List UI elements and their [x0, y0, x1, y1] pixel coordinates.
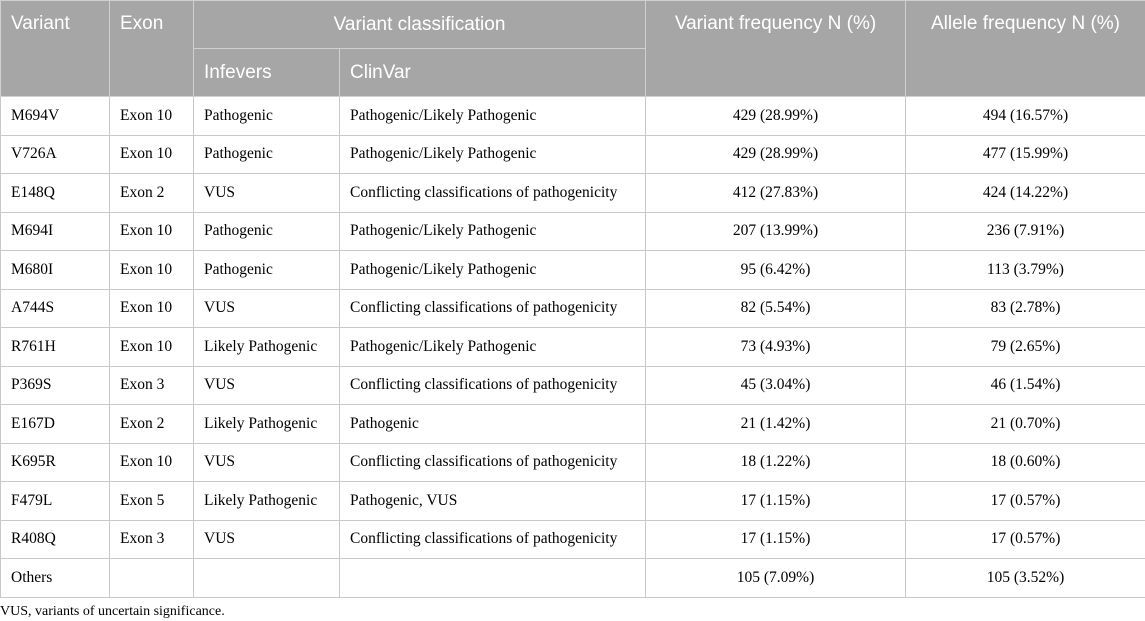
cell-variant: K695R	[1, 443, 110, 482]
cell-allele-frequency: 17 (0.57%)	[906, 482, 1145, 521]
cell-exon: Exon 10	[110, 251, 194, 290]
header-variant-classification: Variant classification	[194, 1, 646, 49]
cell-allele-frequency: 79 (2.65%)	[906, 328, 1145, 367]
cell-variant: Others	[1, 559, 110, 598]
cell-exon: Exon 2	[110, 405, 194, 444]
table-row	[1, 405, 1145, 444]
cell-variant: M694V	[1, 97, 110, 136]
table-row	[1, 97, 1145, 136]
table-row	[1, 251, 1145, 290]
table-row	[1, 443, 1145, 482]
cell-variant-frequency: 105 (7.09%)	[646, 559, 906, 598]
cell-infevers: Pathogenic	[194, 135, 340, 174]
cell-allele-frequency: 494 (16.57%)	[906, 97, 1145, 136]
header-allele-frequency: Allele frequency N (%)	[906, 1, 1145, 97]
cell-clinvar: Pathogenic, VUS	[340, 482, 646, 521]
cell-exon: Exon 3	[110, 520, 194, 559]
header-variant: Variant	[1, 1, 110, 97]
cell-variant: E167D	[1, 405, 110, 444]
cell-variant-frequency: 412 (27.83%)	[646, 174, 906, 213]
cell-allele-frequency: 46 (1.54%)	[906, 366, 1145, 405]
cell-variant: E148Q	[1, 174, 110, 213]
cell-allele-frequency: 424 (14.22%)	[906, 174, 1145, 213]
table-row	[1, 482, 1145, 521]
cell-exon: Exon 10	[110, 289, 194, 328]
cell-exon: Exon 2	[110, 174, 194, 213]
cell-variant-frequency: 17 (1.15%)	[646, 482, 906, 521]
cell-exon: Exon 10	[110, 443, 194, 482]
cell-exon: Exon 10	[110, 328, 194, 367]
cell-infevers: VUS	[194, 174, 340, 213]
cell-infevers: Likely Pathogenic	[194, 482, 340, 521]
cell-clinvar	[340, 559, 646, 598]
table-body	[1, 97, 1145, 598]
cell-allele-frequency: 18 (0.60%)	[906, 443, 1145, 482]
cell-clinvar: Conflicting classifications of pathogenicity	[340, 366, 646, 405]
cell-exon: Exon 10	[110, 135, 194, 174]
cell-infevers: Pathogenic	[194, 97, 340, 136]
cell-infevers: VUS	[194, 520, 340, 559]
cell-variant-frequency: 17 (1.15%)	[646, 520, 906, 559]
cell-variant-frequency: 207 (13.99%)	[646, 212, 906, 251]
cell-clinvar: Conflicting classifications of pathogenicity	[340, 174, 646, 213]
cell-variant: F479L	[1, 482, 110, 521]
cell-infevers	[194, 559, 340, 598]
cell-variant: M694I	[1, 212, 110, 251]
cell-exon: Exon 10	[110, 97, 194, 136]
cell-clinvar: Pathogenic/Likely Pathogenic	[340, 328, 646, 367]
cell-clinvar: Pathogenic/Likely Pathogenic	[340, 135, 646, 174]
cell-clinvar: Pathogenic/Likely Pathogenic	[340, 212, 646, 251]
cell-exon: Exon 5	[110, 482, 194, 521]
cell-exon	[110, 559, 194, 598]
header-exon: Exon	[110, 1, 194, 97]
table-row	[1, 135, 1145, 174]
table-row	[1, 366, 1145, 405]
header-infevers: Infevers	[194, 49, 340, 97]
table-row	[1, 289, 1145, 328]
cell-variant-frequency: 73 (4.93%)	[646, 328, 906, 367]
cell-infevers: Likely Pathogenic	[194, 328, 340, 367]
cell-allele-frequency: 105 (3.52%)	[906, 559, 1145, 598]
cell-infevers: VUS	[194, 443, 340, 482]
cell-infevers: Pathogenic	[194, 251, 340, 290]
cell-allele-frequency: 236 (7.91%)	[906, 212, 1145, 251]
cell-allele-frequency: 21 (0.70%)	[906, 405, 1145, 444]
cell-infevers: VUS	[194, 289, 340, 328]
cell-clinvar: Pathogenic/Likely Pathogenic	[340, 97, 646, 136]
cell-clinvar: Conflicting classifications of pathogenicity	[340, 289, 646, 328]
cell-variant: V726A	[1, 135, 110, 174]
cell-variant-frequency: 429 (28.99%)	[646, 135, 906, 174]
table-header	[1, 1, 1145, 97]
table-row	[1, 174, 1145, 213]
cell-variant-frequency: 95 (6.42%)	[646, 251, 906, 290]
cell-infevers: Pathogenic	[194, 212, 340, 251]
cell-clinvar: Conflicting classifications of pathogenicity	[340, 443, 646, 482]
cell-infevers: VUS	[194, 366, 340, 405]
cell-variant: P369S	[1, 366, 110, 405]
header-clinvar: ClinVar	[340, 49, 646, 97]
cell-clinvar: Conflicting classifications of pathogenicity	[340, 520, 646, 559]
table-row	[1, 559, 1145, 598]
cell-exon: Exon 10	[110, 212, 194, 251]
cell-variant-frequency: 21 (1.42%)	[646, 405, 906, 444]
cell-variant-frequency: 82 (5.54%)	[646, 289, 906, 328]
table-row	[1, 212, 1145, 251]
table-row	[1, 328, 1145, 367]
header-variant-frequency: Variant frequency N (%)	[646, 1, 906, 97]
cell-variant-frequency: 18 (1.22%)	[646, 443, 906, 482]
cell-allele-frequency: 17 (0.57%)	[906, 520, 1145, 559]
cell-allele-frequency: 83 (2.78%)	[906, 289, 1145, 328]
cell-variant: R408Q	[1, 520, 110, 559]
cell-variant: M680I	[1, 251, 110, 290]
table-footnote: VUS, variants of uncertain significance.	[0, 604, 225, 619]
cell-variant: A744S	[1, 289, 110, 328]
cell-clinvar: Pathogenic/Likely Pathogenic	[340, 251, 646, 290]
cell-variant: R761H	[1, 328, 110, 367]
cell-allele-frequency: 477 (15.99%)	[906, 135, 1145, 174]
cell-variant-frequency: 429 (28.99%)	[646, 97, 906, 136]
table-row	[1, 520, 1145, 559]
cell-infevers: Likely Pathogenic	[194, 405, 340, 444]
cell-clinvar: Pathogenic	[340, 405, 646, 444]
cell-allele-frequency: 113 (3.79%)	[906, 251, 1145, 290]
cell-variant-frequency: 45 (3.04%)	[646, 366, 906, 405]
cell-exon: Exon 3	[110, 366, 194, 405]
